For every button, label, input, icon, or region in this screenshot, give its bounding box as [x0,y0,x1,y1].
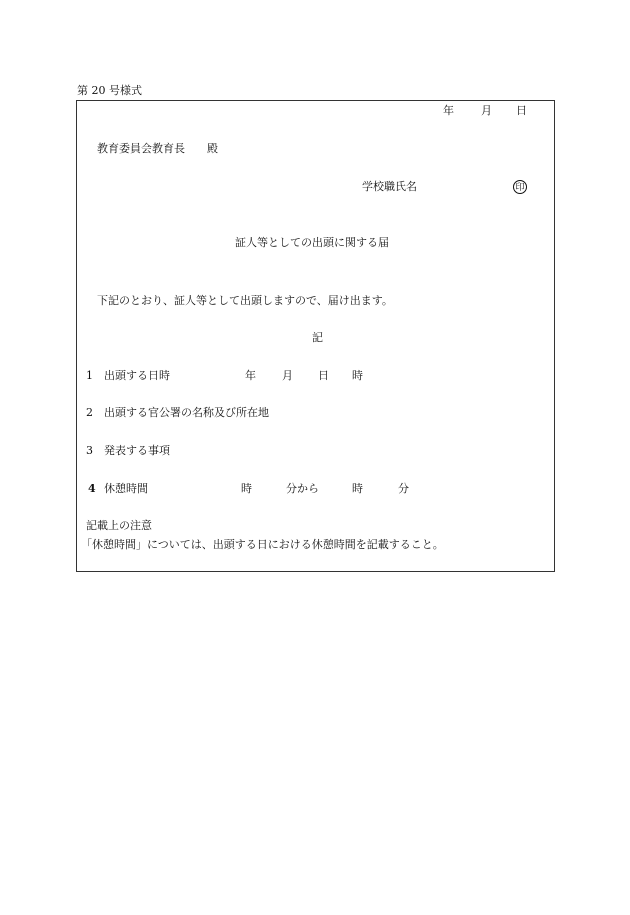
item-1-month: 月 [282,369,293,382]
form-number: 第 20 号様式 [77,84,142,97]
item-1-year: 年 [245,369,256,382]
item-2-label: 出頭する官公署の名称及び所在地 [104,406,269,419]
item-1-number: 1 [86,369,93,382]
item-3-number: 3 [86,444,93,457]
ki-heading: 記 [312,331,323,344]
item-1-hour: 時 [352,369,363,382]
item-4-minute-from: 分から [286,482,319,495]
item-1-label: 出頭する日時 [104,369,170,382]
notes-heading: 記載上の注意 [86,519,152,532]
item-4-number: 4 [88,482,96,495]
item-2-number: 2 [86,406,93,419]
item-1-day: 日 [318,369,329,382]
item-3-label: 発表する事項 [104,444,170,457]
item-4-minute-to: 分 [398,482,409,495]
seal-mark: 印 [513,180,527,194]
item-4-hour-to: 時 [352,482,363,495]
item-4-hour-from: 時 [241,482,252,495]
notes-text: 「休憩時間」については、出頭する日における休憩時間を記載すること。 [81,538,444,551]
form-title: 証人等としての出頭に関する届 [235,236,389,249]
date-month-label: 月 [481,104,492,117]
addressee: 教育委員会教育長 殿 [97,142,218,155]
date-day-label: 日 [516,104,527,117]
applicant-label: 学校職氏名 [362,180,417,193]
item-4-label: 休憩時間 [104,482,148,495]
body-text: 下記のとおり、証人等として出頭しますので、届け出ます。 [97,294,393,307]
date-year-label: 年 [443,104,454,117]
